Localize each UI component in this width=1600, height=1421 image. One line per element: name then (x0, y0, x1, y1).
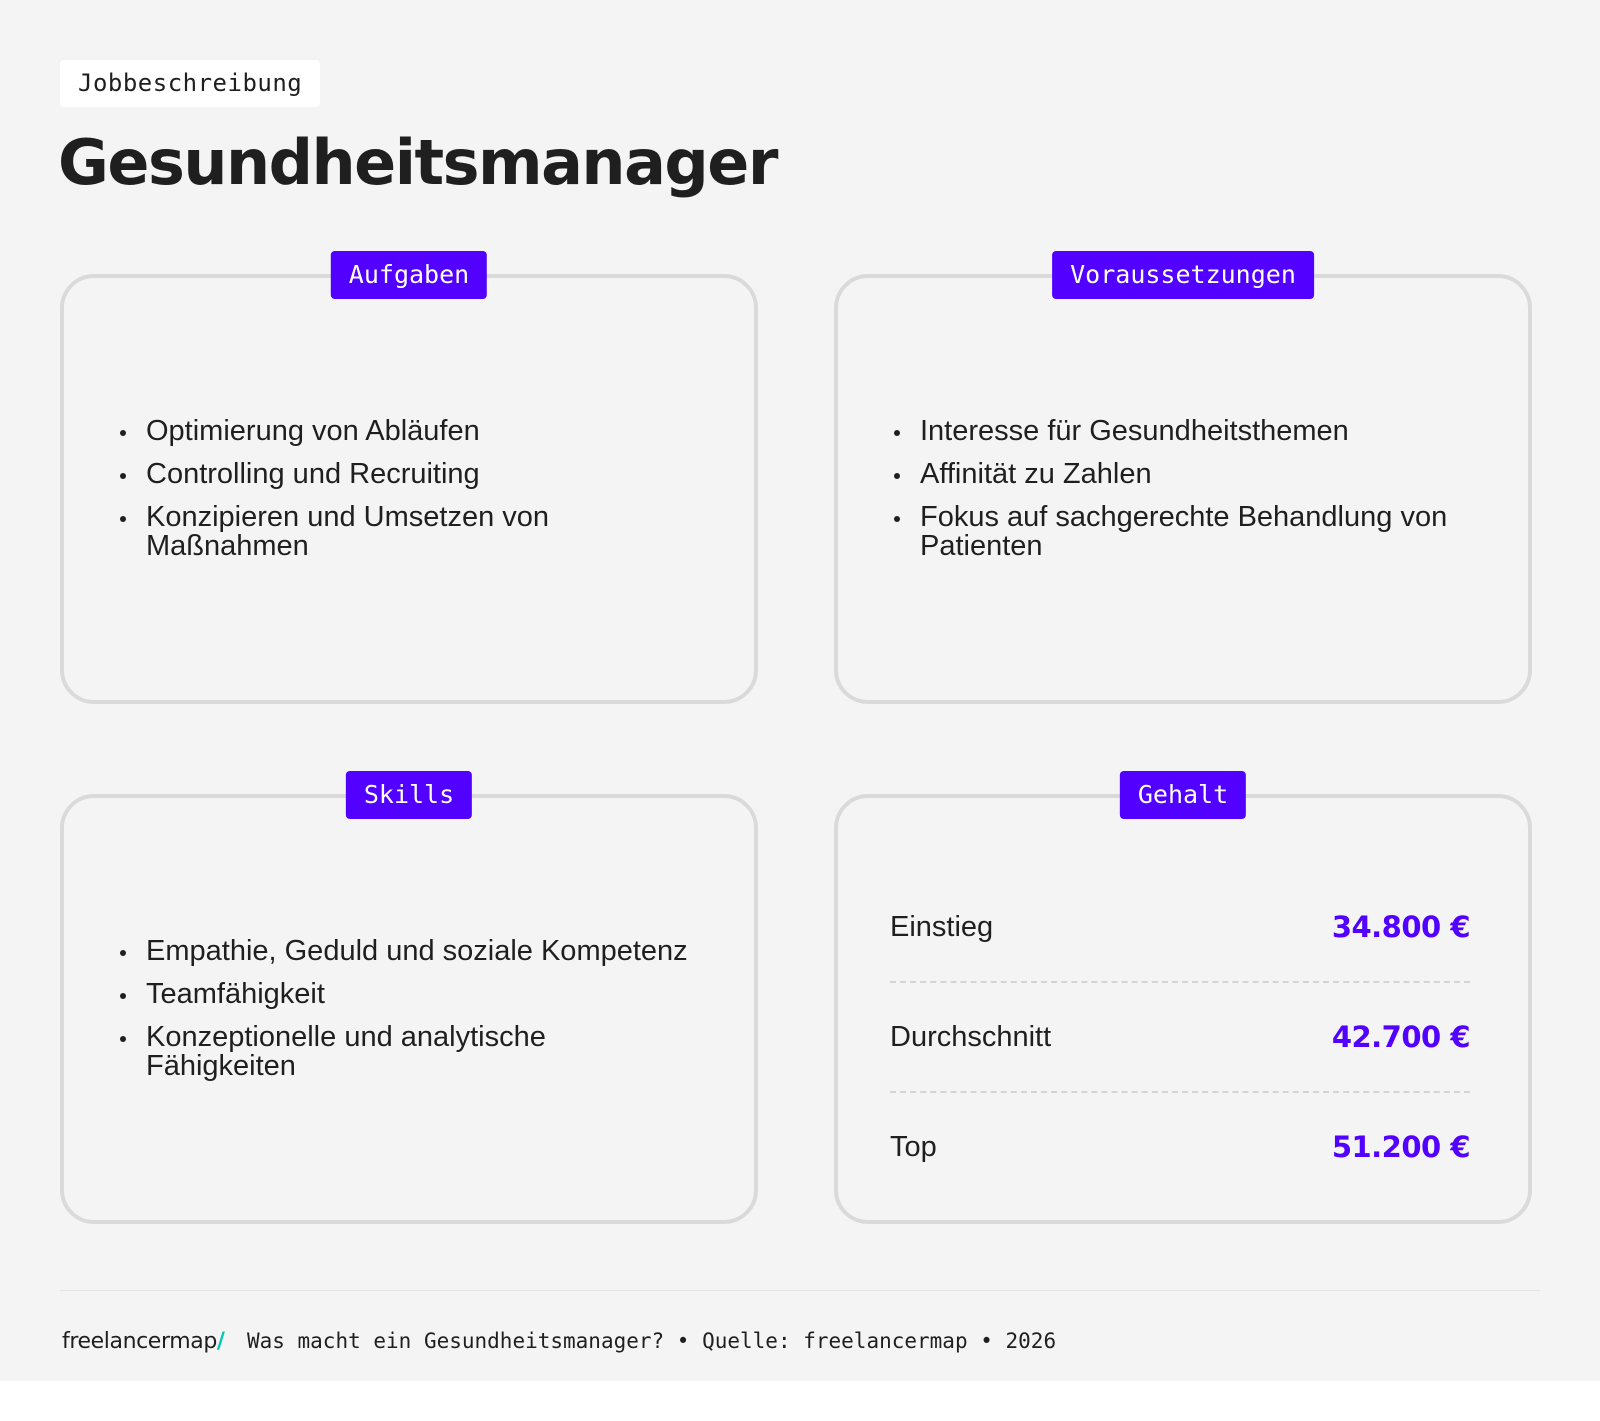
list-item: Interesse für Gesundheitsthemen (890, 417, 1468, 446)
list-item: Konzeptionelle und analytische Fähigkeiten (116, 1023, 694, 1081)
footer-caption: Was macht ein Gesundheitsmanager? • Quelle: freelancermap • 2026 (246, 1329, 1057, 1353)
salary-table (890, 873, 1470, 1201)
salary-value: 42.700 € (1331, 1020, 1470, 1054)
voraussetzungen-list (890, 417, 1468, 561)
salary-row-top (890, 1091, 1470, 1201)
salary-value: 51.200 € (1331, 1130, 1470, 1164)
list-item: Teamfähigkeit (116, 980, 694, 1009)
salary-label: Durchschnitt (890, 1020, 1052, 1053)
card-label-gehalt: Gehalt (1120, 771, 1246, 819)
footer (62, 1329, 1056, 1354)
salary-value: 34.800 € (1331, 910, 1470, 944)
card-label-voraussetzungen: Voraussetzungen (1052, 251, 1314, 299)
freelancermap-logo: freelancermap (62, 1329, 217, 1354)
page-title: Gesundheitsmanager (58, 126, 777, 199)
card-label-aufgaben: Aufgaben (331, 251, 487, 299)
aufgaben-list (116, 417, 694, 561)
card-label-skills: Skills (346, 771, 472, 819)
salary-label: Einstieg (890, 910, 994, 943)
card-skills (60, 780, 758, 1224)
salary-row-einstieg (890, 873, 1470, 981)
eyebrow-tag: Jobbeschreibung (60, 60, 320, 107)
list-item: Controlling und Recruiting (116, 460, 694, 489)
list-item: Empathie, Geduld und soziale Kompetenz (116, 937, 694, 966)
list-item: Fokus auf sachgerechte Behandlung von Patienten (890, 503, 1468, 561)
card-gehalt (834, 780, 1532, 1224)
list-item: Optimierung von Abläufen (116, 417, 694, 446)
skills-list (116, 937, 694, 1081)
list-item: Affinität zu Zahlen (890, 460, 1468, 489)
footer-divider (60, 1290, 1540, 1291)
card-voraussetzungen (834, 260, 1532, 704)
salary-row-durchschnitt (890, 981, 1470, 1091)
list-item: Konzipieren und Umsetzen von Maßnahmen (116, 503, 694, 561)
salary-label: Top (890, 1130, 937, 1163)
logo-slash-icon: / (216, 1329, 225, 1354)
card-aufgaben (60, 260, 758, 704)
